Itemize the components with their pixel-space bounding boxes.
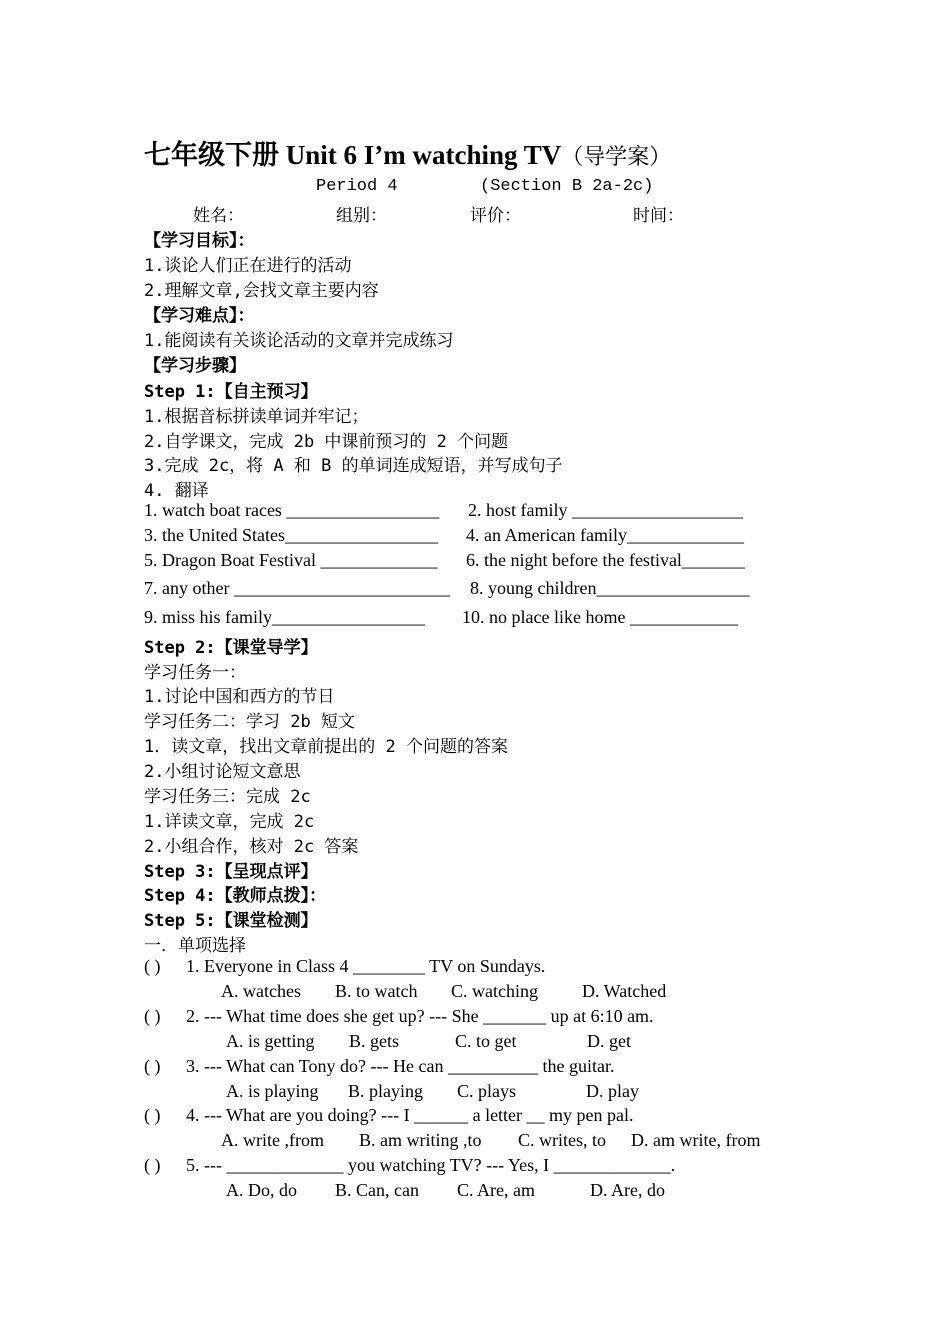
translation-item: 4. an American family_____________ <box>466 525 744 545</box>
step5-heading: Step 5:【课堂检测】 <box>144 911 318 931</box>
translation-item: 10. no place like home ____________ <box>462 607 738 627</box>
option: D. Watched <box>582 981 667 1001</box>
option: A. Do, do <box>226 1180 297 1200</box>
option: D. Are, do <box>590 1180 665 1200</box>
question-text: 3. --- What can Tony do? --- He can __________ the guitar. <box>186 1056 615 1076</box>
translation-item: 9. miss his family_________________ <box>144 607 426 627</box>
step2-item: 2.小组合作，核对 2c 答案 <box>144 837 359 857</box>
step1-heading: Step 1:【自主预习】 <box>144 382 318 402</box>
question-text: 2. --- What time does she get up? --- She _______ up at 6:10 am. <box>186 1006 654 1026</box>
name-field-label: 姓名： <box>193 206 244 226</box>
step2-item: 学习任务三：完成 2c <box>144 787 311 807</box>
option: C. watching <box>451 981 538 1001</box>
step2-item: 1.详读文章，完成 2c <box>144 812 315 832</box>
step1-item: 2.自学课文，完成 2b 中课前预习的 2 个问题 <box>144 432 509 452</box>
translation-item: 7. any other ________________________ <box>144 578 450 598</box>
step1-item: 4. 翻译 <box>144 481 209 501</box>
option: D. get <box>587 1031 631 1051</box>
goals-heading: 【学习目标】： <box>144 231 255 251</box>
title-sub: （导学案） <box>561 145 672 170</box>
answer-blank: ( ) <box>144 1006 161 1026</box>
period-label: Period 4 <box>316 177 398 196</box>
translation-item: 5. Dragon Boat Festival _____________ <box>144 550 438 570</box>
step2-item: 学习任务一： <box>144 663 246 683</box>
step2-item: 2.小组讨论短文意思 <box>144 762 301 782</box>
option: B. am writing ,to <box>359 1130 482 1150</box>
answer-blank: ( ) <box>144 956 161 976</box>
option: B. gets <box>349 1031 400 1051</box>
section-label: (Section B 2a-2c) <box>480 177 654 196</box>
translation-item: 6. the night before the festival_______ <box>466 550 745 570</box>
time-field-label: 时间： <box>633 206 684 226</box>
page-title <box>144 133 671 172</box>
translation-item: 1. watch boat races _________________ <box>144 500 440 520</box>
option: D. play <box>586 1081 639 1101</box>
option: B. to watch <box>335 981 418 1001</box>
steps-heading: 【学习步骤】 <box>144 356 246 376</box>
title-main: 七年级下册 Unit 6 I’m watching TV <box>144 140 562 170</box>
step4-heading: Step 4:【教师点拨】： <box>144 886 327 906</box>
translation-item: 3. the United States_________________ <box>144 525 438 545</box>
step2-item: 学习任务二：学习 2b 短文 <box>144 712 355 732</box>
translation-item: 8. young children_________________ <box>470 578 750 598</box>
step3-heading: Step 3:【呈现点评】 <box>144 862 318 882</box>
option: A. is playing <box>226 1081 319 1101</box>
answer-blank: ( ) <box>144 1155 161 1175</box>
evaluation-field-label: 评价： <box>470 206 521 226</box>
step1-item: 1.根据音标拼读单词并牢记； <box>144 407 369 427</box>
option: A. is getting <box>226 1031 315 1051</box>
difficulty-item: 1.能阅读有关谈论活动的文章并完成练习 <box>144 331 454 351</box>
step2-heading: Step 2:【课堂导学】 <box>144 638 318 658</box>
step1-item: 3.完成 2c，将 A 和 B 的单词连成短语，并写成句子 <box>144 456 563 476</box>
option: D. am write, from <box>631 1130 761 1150</box>
option: B. Can, can <box>335 1180 419 1200</box>
question-text: 5. --- _____________ you watching TV? --- Yes, I _____________. <box>186 1155 676 1175</box>
goal-item: 1.谈论人们正在进行的活动 <box>144 256 352 276</box>
goal-item: 2.理解文章,会找文章主要内容 <box>144 281 379 301</box>
translation-item: 2. host family ___________________ <box>468 500 743 520</box>
option: A. write ,from <box>221 1130 324 1150</box>
option: A. watches <box>221 981 301 1001</box>
option: C. plays <box>457 1081 517 1101</box>
answer-blank: ( ) <box>144 1105 161 1125</box>
answer-blank: ( ) <box>144 1056 161 1076</box>
option: C. Are, am <box>457 1180 535 1200</box>
option: B. playing <box>348 1081 423 1101</box>
step2-item: 1．读文章，找出文章前提出的 2 个问题的答案 <box>144 737 508 757</box>
difficulty-heading: 【学习难点】： <box>144 306 255 326</box>
quiz-heading: 一．单项选择 <box>144 936 246 956</box>
question-text: 4. --- What are you doing? --- I ______ a letter __ my pen pal. <box>186 1105 634 1125</box>
step2-item: 1.讨论中国和西方的节日 <box>144 687 335 707</box>
question-text: 1. Everyone in Class 4 ________ TV on Sundays. <box>186 956 546 976</box>
group-field-label: 组别： <box>336 206 387 226</box>
option: C. to get <box>455 1031 517 1051</box>
option: C. writes, to <box>518 1130 606 1150</box>
